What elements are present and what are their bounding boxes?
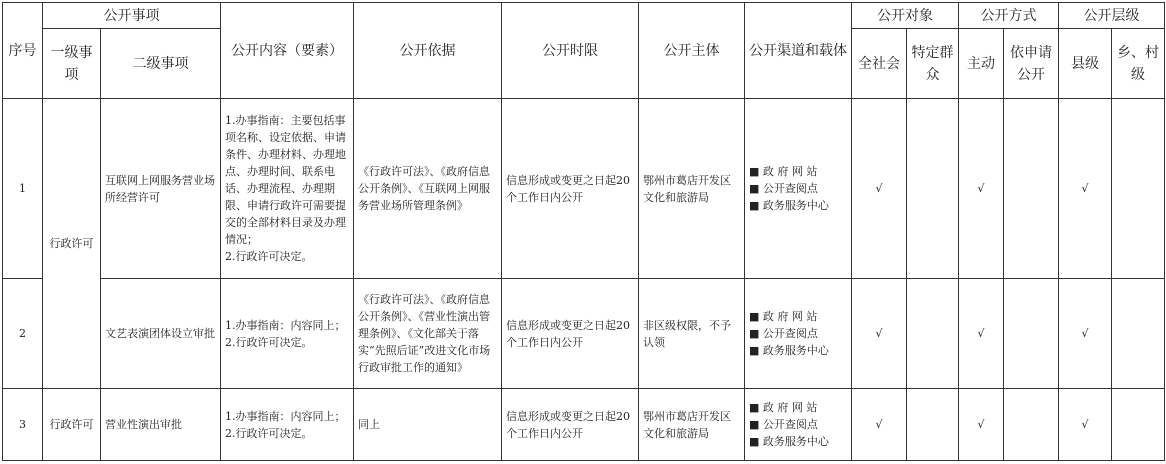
row-target-specific-check xyxy=(907,389,959,461)
header-mode-active: 主动 xyxy=(959,29,1004,99)
row-channels xyxy=(745,99,852,279)
row-mode-active-check: √ xyxy=(959,389,1004,461)
row-subject: 鄂州市葛店开发区文化和旅游局 xyxy=(639,389,745,461)
row-time-limit: 信息形成或变更之日起20个工作日内公开 xyxy=(502,99,639,279)
disclosure-table xyxy=(2,2,1165,461)
header-subject: 公开主体 xyxy=(639,3,745,99)
row-level-town-check xyxy=(1112,279,1165,389)
row-subject: 非区级权限，不予认领 xyxy=(639,279,745,389)
row-time-limit: 信息形成或变更之日起20个工作日内公开 xyxy=(502,389,639,461)
table-row xyxy=(3,279,1165,389)
header-target-specific: 特定群众 xyxy=(907,29,959,99)
header-target-all: 全社会 xyxy=(852,29,907,99)
row-mode-active-check: √ xyxy=(959,279,1004,389)
table-row xyxy=(3,389,1165,461)
row-mode-request-check xyxy=(1004,99,1059,279)
row-basis: 同上 xyxy=(354,389,502,461)
header-mode-request: 依申请公开 xyxy=(1004,29,1059,99)
channel-item: ■ 政 府 网 站 xyxy=(749,401,818,414)
channel-item: ■ 政务服务中心 xyxy=(749,199,829,212)
channel-item: ■ 公开查阅点 xyxy=(749,418,818,431)
channel-item: ■ 公开查阅点 xyxy=(749,182,818,195)
row-mode-request-check xyxy=(1004,389,1059,461)
row-level-town-check xyxy=(1112,389,1165,461)
header-mode-group: 公开方式 xyxy=(959,3,1059,29)
row-channels xyxy=(745,389,852,461)
header-row-1 xyxy=(3,3,1165,29)
channel-item: ■ 政务服务中心 xyxy=(749,435,829,448)
row-channels xyxy=(745,279,852,389)
row-seq: 2 xyxy=(3,279,43,389)
row-target-specific-check xyxy=(907,279,959,389)
header-seq: 序号 xyxy=(3,3,43,99)
header-time-limit: 公开时限 xyxy=(502,3,639,99)
row-level2: 互联网上网服务营业场所经营许可 xyxy=(101,99,221,279)
row-seq: 1 xyxy=(3,99,43,279)
row-level2: 文艺表演团体设立审批 xyxy=(101,279,221,389)
header-target-group: 公开对象 xyxy=(852,3,959,29)
header-level1: 一级事项 xyxy=(43,29,101,99)
row-level-county-check: √ xyxy=(1059,99,1112,279)
row-basis: 《行政许可法》、《政府信息公开条例》、《互联网上网服务营业场所管理条例》 xyxy=(354,99,502,279)
header-level-town: 乡、村级 xyxy=(1112,29,1165,99)
row-level-county-check: √ xyxy=(1059,389,1112,461)
channel-item: ■ 政 府 网 站 xyxy=(749,310,818,323)
header-level-county: 县级 xyxy=(1059,29,1112,99)
row-level1: 行政许可 xyxy=(43,389,101,461)
header-content: 公开内容（要素） xyxy=(221,3,354,99)
row-target-all-check: √ xyxy=(852,389,907,461)
row-level-county-check: √ xyxy=(1059,279,1112,389)
channel-item: ■ 政务服务中心 xyxy=(749,344,829,357)
row-content: 1.办事指南：内容同上； 2.行政许可决定。 xyxy=(221,279,354,389)
header-items-group: 公开事项 xyxy=(43,3,221,29)
channel-item: ■ 政 府 网 站 xyxy=(749,165,818,178)
row-mode-request-check xyxy=(1004,279,1059,389)
row-target-all-check: √ xyxy=(852,279,907,389)
row-level2: 营业性演出审批 xyxy=(101,389,221,461)
row-target-specific-check xyxy=(907,99,959,279)
row-seq: 3 xyxy=(3,389,43,461)
row-time-limit: 信息形成或变更之日起20个工作日内公开 xyxy=(502,279,639,389)
header-channel: 公开渠道和载体 xyxy=(745,3,852,99)
row-basis: 《行政许可法》、《政府信息公开条例》、《营业性演出管理条例》、《文化部关于落实“先照后证”改进文化市场行政审批工作的通知》 xyxy=(354,279,502,389)
row-mode-active-check: √ xyxy=(959,99,1004,279)
row-subject: 鄂州市葛店开发区文化和旅游局 xyxy=(639,99,745,279)
channel-item: ■ 公开查阅点 xyxy=(749,327,818,340)
table-row xyxy=(3,99,1165,279)
header-basis: 公开依据 xyxy=(354,3,502,99)
header-level-group: 公开层级 xyxy=(1059,3,1165,29)
row-content: 1.办事指南：内容同上； 2.行政许可决定。 xyxy=(221,389,354,461)
row-target-all-check: √ xyxy=(852,99,907,279)
row-level1: 行政许可 xyxy=(43,99,101,389)
row-level-town-check xyxy=(1112,99,1165,279)
row-content: 1.办事指南：主要包括事项名称、设定依据、申请条件、办理材料、办理地点、办理时间、联系电话、办理流程、办理期限、申请行政许可需要提交的全部材料目录及办理情况； 2.行政许可决定。 xyxy=(221,99,354,279)
header-level2: 二级事项 xyxy=(101,29,221,99)
